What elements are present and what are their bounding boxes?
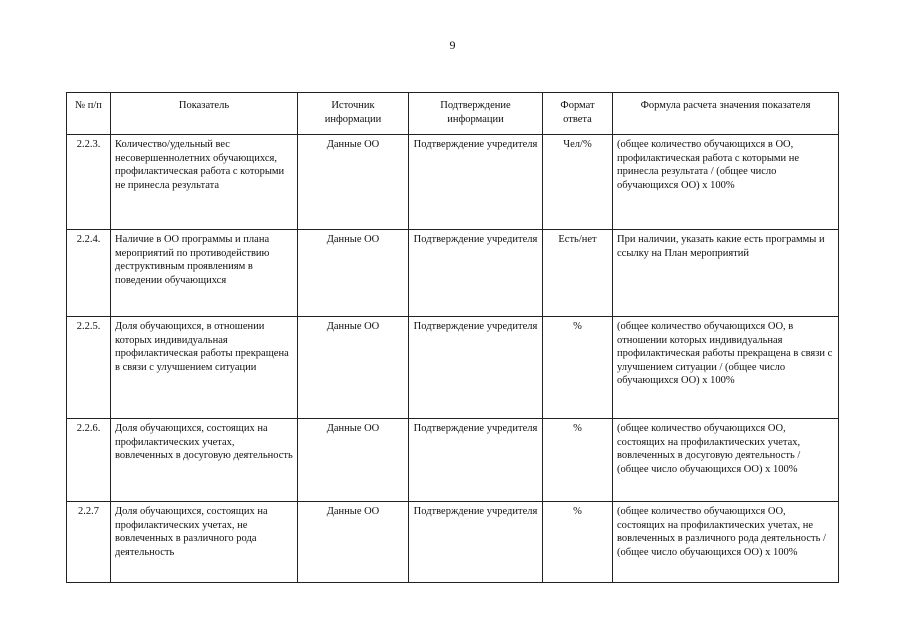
row-formula: (общее количество обучающихся ОО, в отношении которых индивидуальная профилактическая работы прекращена в связи с улучшением ситуации / (общее число обучающихся ОО) х 100% (613, 317, 839, 419)
row-formula: (общее количество обучающихся ОО, состоящих на профилактических учетах, вовлеченных в досуговую деятельность / (общее число обучающихся ОО) х 100% (613, 419, 839, 502)
row-formula: (общее количество обучающихся в ОО, профилактическая работа с которыми не принесла результата / (общее число обучающихся ОО) х 100% (613, 135, 839, 230)
row-format: Чел/% (543, 135, 613, 230)
row-indicator: Доля обучающихся, состоящих на профилактических учетах, не вовлеченных в различного рода деятельность (111, 502, 298, 583)
header-source: Источник информации (298, 93, 409, 135)
table-header-row (67, 93, 839, 135)
row-format: Есть/нет (543, 230, 613, 317)
indicators-table (66, 92, 839, 583)
table-row (67, 230, 839, 317)
row-num: 2.2.5. (67, 317, 111, 419)
row-format: % (543, 419, 613, 502)
row-indicator: Наличие в ОО программы и плана мероприятий по противодействию деструктивным проявлениям в поведении обучающихся (111, 230, 298, 317)
row-num: 2.2.4. (67, 230, 111, 317)
table-row (67, 502, 839, 583)
table-row (67, 135, 839, 230)
row-source: Данные ОО (298, 135, 409, 230)
row-indicator: Количество/удельный вес несовершеннолетних обучающихся, профилактическая работа с которыми не принесла результата (111, 135, 298, 230)
row-source: Данные ОО (298, 230, 409, 317)
header-num: № п/п (67, 93, 111, 135)
header-confirmation: Подтверждение информации (409, 93, 543, 135)
row-source: Данные ОО (298, 419, 409, 502)
table-row (67, 317, 839, 419)
row-confirmation: Подтверждение учредителя (409, 317, 543, 419)
row-format: % (543, 502, 613, 583)
row-confirmation: Подтверждение учредителя (409, 419, 543, 502)
row-indicator: Доля обучающихся, состоящих на профилактических учетах, вовлеченных в досуговую деятельность (111, 419, 298, 502)
header-formula: Формула расчета значения показателя (613, 93, 839, 135)
row-format: % (543, 317, 613, 419)
header-format: Формат ответа (543, 93, 613, 135)
table-row (67, 419, 839, 502)
row-confirmation: Подтверждение учредителя (409, 502, 543, 583)
row-num: 2.2.7 (67, 502, 111, 583)
row-confirmation: Подтверждение учредителя (409, 230, 543, 317)
row-confirmation: Подтверждение учредителя (409, 135, 543, 230)
row-source: Данные ОО (298, 317, 409, 419)
row-indicator: Доля обучающихся, в отношении которых индивидуальная профилактическая работы прекращена в связи с улучшением ситуации (111, 317, 298, 419)
row-num: 2.2.6. (67, 419, 111, 502)
row-num: 2.2.3. (67, 135, 111, 230)
page-number: 9 (449, 38, 456, 52)
row-formula: При наличии, указать какие есть программы и ссылку на План мероприятий (613, 230, 839, 317)
row-formula: (общее количество обучающихся ОО, состоящих на профилактических учетах, не вовлеченных в различного рода деятельность / (общее число обучающихся ОО) х 100% (613, 502, 839, 583)
row-source: Данные ОО (298, 502, 409, 583)
header-indicator: Показатель (111, 93, 298, 135)
